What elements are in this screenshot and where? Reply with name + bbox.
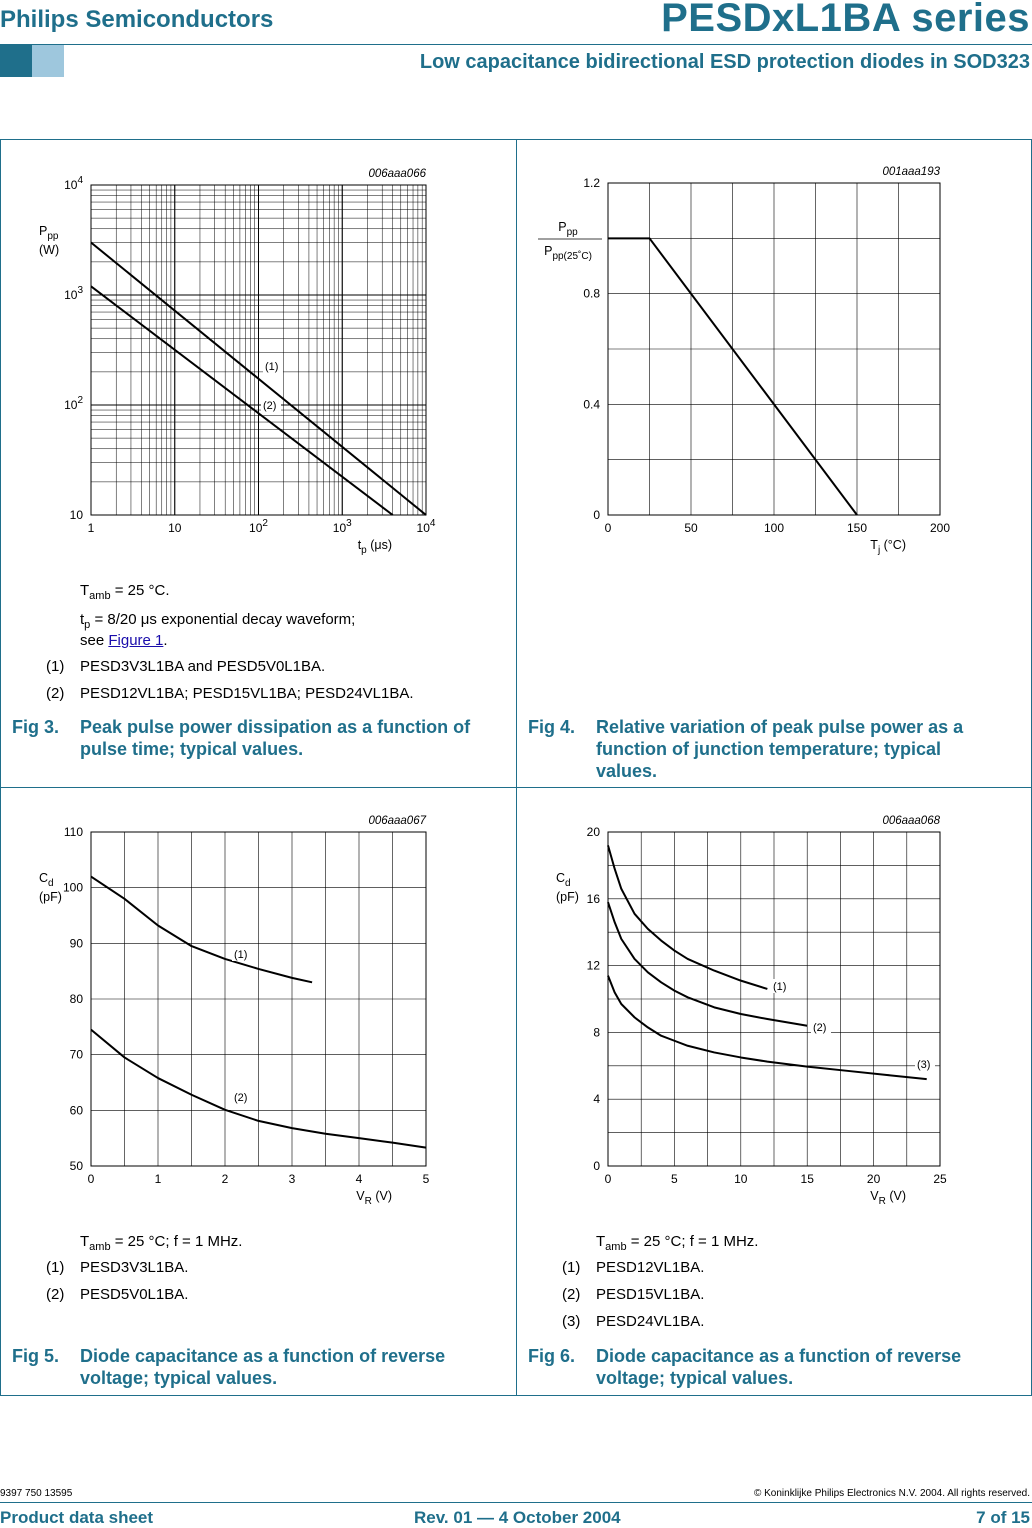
x-tick-label: $10^2$ xyxy=(249,518,268,535)
y-axis-label: $P_{pp}$ xyxy=(39,224,59,242)
fig5-caption-num: Fig 5. xyxy=(12,1346,60,1366)
y-axis-unit: (pF) xyxy=(39,890,62,904)
fig6-item-3-num: (3) xyxy=(562,1313,581,1330)
document-type: Product data sheet xyxy=(0,1508,154,1527)
fig3-item-1-text: PESD3V3L1BA and PESD5V0L1BA. xyxy=(80,658,326,675)
fig5-item-1-text: PESD3V3L1BA. xyxy=(80,1259,189,1276)
y-tick-label: 20 xyxy=(586,825,600,839)
x-tick-label: 2 xyxy=(221,1172,229,1186)
series-label: (1) xyxy=(234,949,248,961)
chart-code: 006aaa068 xyxy=(882,815,940,827)
x-tick-label: 20 xyxy=(866,1172,881,1186)
chart-relative-peak-power-vs-temp xyxy=(520,160,970,570)
fig3-see-note: see Figure 1. xyxy=(80,632,168,649)
y-tick-label: $10^2$ xyxy=(64,395,83,412)
series-line xyxy=(91,286,393,515)
chart-capacitance-vs-voltage-a xyxy=(30,810,470,1210)
x-tick-label: 0 xyxy=(604,521,612,535)
chart-code: 006aaa066 xyxy=(368,168,426,180)
fig6-caption-text: Diode capacitance as a function of reverse voltage; typical values. xyxy=(596,1346,962,1388)
x-tick-label: 50 xyxy=(684,521,698,535)
x-tick-label: 0 xyxy=(604,1172,612,1186)
y-tick-label: 10 xyxy=(69,508,83,522)
fig5-tamb-note: $T_{amb} = 25$ °C; f = 1 MHz. xyxy=(80,1233,243,1253)
series-line xyxy=(608,845,767,989)
x-tick-label: 0 xyxy=(87,1172,95,1186)
footer-rule xyxy=(0,1502,1032,1503)
y-axis-label: $C_d$ xyxy=(39,871,54,889)
x-tick-label: 150 xyxy=(846,521,868,535)
fig6-tamb-note: $T_{amb} = 25$ °C; f = 1 MHz. xyxy=(596,1233,759,1253)
chart-code: 001aaa193 xyxy=(882,166,940,178)
fig6-item-1-text: PESD12VL1BA. xyxy=(596,1259,705,1276)
x-axis-label: $t_p$ (μs) xyxy=(357,538,392,556)
x-tick-label: 5 xyxy=(671,1172,678,1186)
series-line xyxy=(91,877,312,983)
document-subtitle: Low capacitance bidirectional ESD protection diodes in SOD323 xyxy=(419,51,1030,73)
fig3-tamb-note: $T_{amb} = 25$ °C. xyxy=(80,582,170,602)
x-tick-label: 25 xyxy=(933,1172,947,1186)
fig4-caption-text: Relative variation of peak pulse power as a function of junction temperature; typical values. xyxy=(596,717,964,781)
x-tick-label: 5 xyxy=(422,1172,430,1186)
y-tick-label: 1.2 xyxy=(583,176,600,190)
y-tick-label: 80 xyxy=(69,992,83,1006)
y-tick-label: 0.8 xyxy=(583,286,600,301)
header-rule xyxy=(0,44,1032,45)
figure-divider-vertical xyxy=(516,139,517,1395)
y-tick-label: 0 xyxy=(593,508,600,522)
page-number: 7 of 15 xyxy=(976,1508,1030,1527)
series-label: (3) xyxy=(917,1059,931,1071)
document-code: 9397 750 13595 xyxy=(0,1488,73,1499)
y-tick-label: 100 xyxy=(62,880,83,895)
figure-divider-horizontal xyxy=(0,787,1032,788)
y-tick-label: 0.4 xyxy=(583,397,600,412)
y-axis-label: $C_d$ xyxy=(556,871,571,889)
x-tick-label: 200 xyxy=(929,521,951,535)
fig3-item-1-num: (1) xyxy=(46,658,65,675)
x-tick-label: 3 xyxy=(288,1172,296,1186)
y-tick-label: $10^4$ xyxy=(64,175,83,192)
y-tick-label: 90 xyxy=(69,936,83,951)
x-axis-label: $V_R$ (V) xyxy=(870,1189,906,1207)
copyright: © Koninklijke Philips Electronics N.V. 2004. All rights reserved. xyxy=(753,1488,1030,1499)
x-tick-label: 15 xyxy=(800,1172,814,1186)
y-tick-label: 50 xyxy=(69,1159,83,1173)
x-tick-label: 1 xyxy=(87,521,95,535)
fig3-tp-note: $t_p = 8/20$ μs exponential decay waveform; xyxy=(80,611,356,631)
y-tick-label: $10^3$ xyxy=(64,285,83,302)
y-axis-unit: (pF) xyxy=(556,890,579,904)
fig6-caption-num: Fig 6. xyxy=(528,1346,576,1366)
x-tick-label: $10^3$ xyxy=(332,518,352,535)
series-label: (2) xyxy=(813,1022,827,1034)
y-tick-label: 16 xyxy=(586,891,600,906)
x-tick-label: 4 xyxy=(355,1172,363,1186)
x-tick-label: 10 xyxy=(168,521,182,535)
x-tick-label: $10^4$ xyxy=(416,518,436,535)
x-tick-label: 100 xyxy=(763,521,785,535)
company-name: Philips Semiconductors xyxy=(0,6,274,33)
series-label: (2) xyxy=(234,1092,248,1104)
fig6-caption xyxy=(528,1345,1018,1395)
fig3-caption-num: Fig 3. xyxy=(12,717,60,737)
y-axis-label-numerator: $P_{pp}$ xyxy=(558,220,578,238)
series-label: (1) xyxy=(265,361,279,373)
series-label: (2) xyxy=(263,400,277,412)
fig4-caption-num: Fig 4. xyxy=(528,717,576,737)
x-tick-label: 1 xyxy=(154,1172,162,1186)
y-tick-label: 8 xyxy=(593,1025,600,1040)
y-tick-label: 70 xyxy=(69,1047,83,1062)
fig5-item-2-num: (2) xyxy=(46,1286,65,1303)
x-axis-label: $V_R$ (V) xyxy=(356,1189,392,1207)
fig3-item-2-num: (2) xyxy=(46,685,65,702)
y-axis-unit: (W) xyxy=(39,243,60,257)
y-tick-label: 110 xyxy=(63,825,83,839)
series-label: (1) xyxy=(773,981,787,993)
y-tick-label: 12 xyxy=(586,958,600,973)
fig5-item-1-num: (1) xyxy=(46,1259,65,1276)
y-tick-label: 0 xyxy=(593,1159,600,1173)
y-tick-label: 60 xyxy=(69,1103,83,1118)
chart-code: 006aaa067 xyxy=(368,815,426,827)
fig4-caption xyxy=(528,716,1018,786)
brand-block-light xyxy=(32,45,64,77)
x-tick-label: 10 xyxy=(734,1172,748,1186)
x-axis-label: $T_j$ (°C) xyxy=(870,538,906,556)
figure-1-link[interactable]: Figure 1 xyxy=(108,632,164,649)
y-axis-label-denominator: $P_{pp(25˚C)}$ xyxy=(544,244,592,262)
fig5-caption-text: Diode capacitance as a function of reverse voltage; typical values. xyxy=(80,1346,446,1388)
fig6-item-3-text: PESD24VL1BA. xyxy=(596,1313,705,1330)
series-line xyxy=(608,976,927,1080)
fig6-item-1-num: (1) xyxy=(562,1259,581,1276)
fig3-item-2-text: PESD12VL1BA; PESD15VL1BA; PESD24VL1BA. xyxy=(80,685,414,702)
fig6-item-2-text: PESD15VL1BA. xyxy=(596,1286,705,1303)
chart-peak-pulse-power-vs-time xyxy=(30,160,470,570)
fig5-caption xyxy=(12,1345,502,1395)
brand-block-dark xyxy=(0,45,32,77)
fig3-caption xyxy=(12,716,502,766)
y-tick-label: 4 xyxy=(593,1092,600,1107)
series-title: PESDxL1BA series xyxy=(661,0,1030,40)
chart-capacitance-vs-voltage-b xyxy=(520,810,970,1210)
fig5-item-2-text: PESD5V0L1BA. xyxy=(80,1286,189,1303)
fig3-caption-text: Peak pulse power dissipation as a function of pulse time; typical values. xyxy=(80,717,471,759)
revision: Rev. 01 — 4 October 2004 xyxy=(414,1508,621,1527)
fig6-item-2-num: (2) xyxy=(562,1286,581,1303)
